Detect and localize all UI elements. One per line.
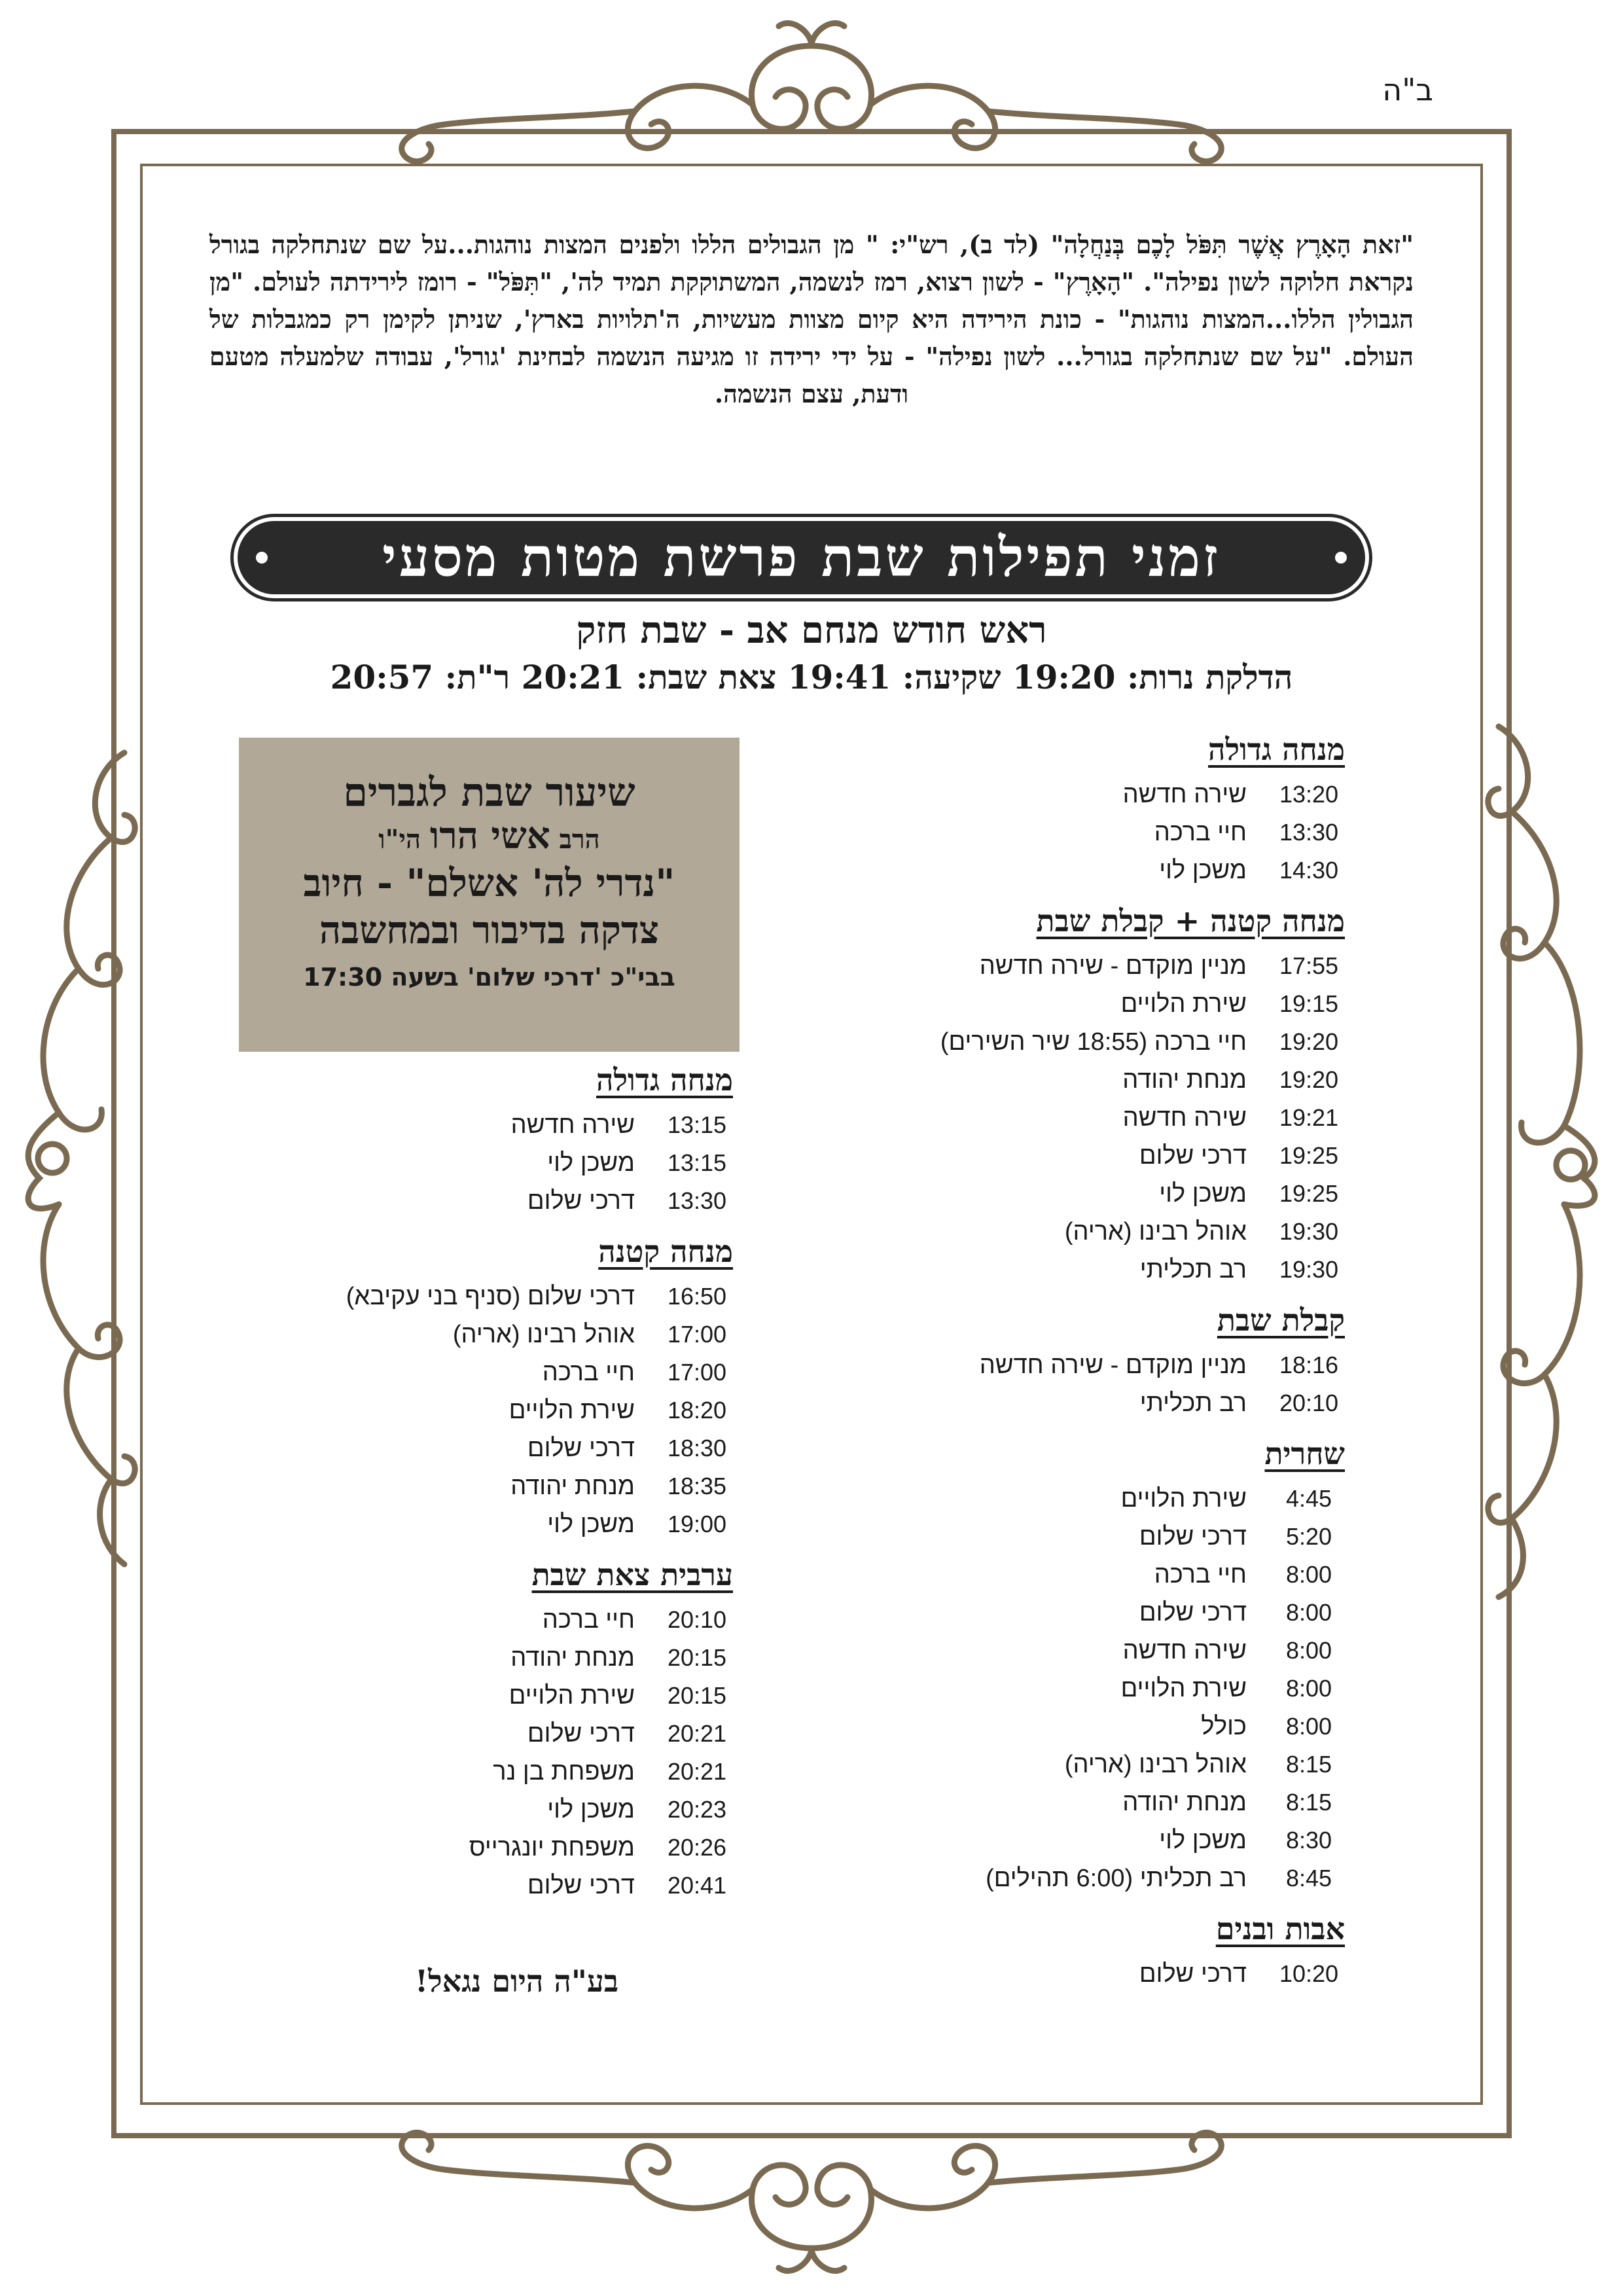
row-time: 20:21	[667, 1720, 727, 1747]
row-name: שירת הלויים	[1120, 990, 1247, 1018]
schedule-row	[874, 1137, 1345, 1175]
banner-title: זמני תפילות שבת פרשת מטות מסעי	[382, 526, 1221, 589]
rav-suffix: הי"ו	[378, 824, 421, 855]
row-time: 19:30	[1279, 1256, 1339, 1283]
schedule-row	[874, 1023, 1345, 1061]
row-name: משפחת בן נר	[493, 1758, 635, 1785]
schedule-row	[874, 947, 1345, 985]
row-name: רב תכליתי	[1139, 1256, 1247, 1283]
section-shacharit	[874, 1434, 1345, 1897]
row-name: דרכי שלום	[1139, 1142, 1247, 1170]
row-time: 20:23	[667, 1796, 727, 1823]
closing-blessing: בע"ה היום נגאל!	[414, 1964, 618, 1999]
section-mincha-ketana	[236, 1232, 733, 1543]
schedule-row	[874, 1632, 1345, 1670]
schedule-row	[236, 1715, 733, 1753]
row-name: דרכי שלום	[1139, 1599, 1247, 1626]
schedule-row	[236, 1391, 733, 1429]
lesson-title: שיעור שבת לגברים	[343, 770, 635, 816]
row-name: מנחת יהודה	[510, 1473, 635, 1500]
lesson-location: בבי"כ 'דרכי שלום' בשעה 17:30	[303, 963, 675, 992]
row-time: 4:45	[1285, 1485, 1332, 1512]
right-schedule-column	[874, 730, 1345, 1993]
section-title: אבות ובנים	[1215, 1911, 1345, 1946]
lesson-topic-line-2: צדקה בדיבור ובמחשבה	[319, 908, 660, 952]
row-name: שירה חדשה	[1122, 781, 1247, 808]
row-time: 20:26	[667, 1834, 727, 1861]
right-scroll-ornament	[1479, 707, 1610, 1610]
row-name: משכן לוי	[1159, 1827, 1247, 1854]
row-time: 19:30	[1279, 1218, 1339, 1245]
row-name: מנחת יהודה	[1122, 1789, 1247, 1816]
row-time: 19:21	[1279, 1104, 1339, 1131]
schedule-row	[236, 1182, 733, 1220]
row-name: חיי ברכה	[1154, 819, 1247, 846]
row-name: משכן לוי	[547, 1796, 635, 1823]
section-title: מנחה גדולה	[1208, 732, 1345, 767]
row-time: 20:10	[667, 1606, 727, 1633]
row-name: שירת הלויים	[508, 1397, 635, 1424]
row-time: 8:00	[1285, 1675, 1332, 1702]
section-mincha-gedola-motzei	[236, 1060, 733, 1220]
row-name: דרכי שלום	[527, 1187, 635, 1215]
row-time: 16:50	[667, 1283, 727, 1310]
schedule-row	[874, 1556, 1345, 1594]
row-name: מנחת יהודה	[1122, 1066, 1247, 1094]
row-time: 8:00	[1285, 1599, 1332, 1626]
row-name: מנחת יהודה	[510, 1644, 635, 1672]
banner-dot-left	[256, 552, 268, 564]
row-time: 20:15	[667, 1682, 727, 1709]
row-time: 14:30	[1279, 857, 1339, 884]
row-name: חיי ברכה	[542, 1359, 635, 1386]
row-time: 19:25	[1279, 1180, 1339, 1207]
bottom-scroll-ornament	[353, 2111, 1270, 2281]
schedule-row	[874, 1175, 1345, 1213]
schedule-row	[236, 1354, 733, 1391]
schedule-row	[874, 1708, 1345, 1746]
section-title: שחרית	[1264, 1436, 1345, 1471]
schedule-row	[236, 1429, 733, 1467]
row-time: 20:10	[1279, 1390, 1339, 1416]
row-time: 13:15	[667, 1149, 727, 1176]
left-schedule-column	[236, 1060, 733, 1905]
row-name: רב תכליתי (6:00 תהילים)	[986, 1865, 1247, 1892]
row-time: 18:35	[667, 1473, 727, 1499]
schedule-row	[236, 1753, 733, 1791]
schedule-row	[874, 1480, 1345, 1518]
schedule-row	[236, 1505, 733, 1543]
lesson-topic-line-1: "נדרי לה' אשלם" - חיוב	[303, 861, 675, 905]
shabbat-times-line: הדלקת נרות: 19:20 שקיעה: 19:41 צאת שבת: 20:21 ר"ת: 20:57	[330, 658, 1293, 696]
schedule-row	[874, 1518, 1345, 1556]
row-time: 13:20	[1279, 781, 1339, 808]
schedule-row	[874, 1821, 1345, 1859]
schedule-row	[236, 1791, 733, 1829]
section-title: ערבית צאת שבת	[531, 1557, 733, 1592]
row-name: משפחת יונגרייס	[469, 1834, 635, 1861]
section-kabbalat-shabbat	[874, 1300, 1345, 1422]
row-name: שירה חדשה	[1122, 1104, 1247, 1132]
row-time: 13:30	[1279, 819, 1339, 846]
section-title: מנחה קטנה	[598, 1234, 733, 1269]
row-time: 5:20	[1285, 1523, 1332, 1550]
row-time: 20:21	[667, 1758, 727, 1785]
schedule-row	[874, 1670, 1345, 1708]
row-name: דרכי שלום (סניף בני עקיבא)	[346, 1283, 635, 1310]
schedule-row	[874, 1061, 1345, 1099]
row-name: דרכי שלום	[527, 1435, 635, 1462]
section-title: מנחה גדולה	[596, 1062, 733, 1098]
row-time: 17:00	[667, 1321, 727, 1348]
row-time: 8:00	[1285, 1713, 1332, 1740]
schedule-row	[236, 1639, 733, 1677]
left-scroll-ornament	[13, 733, 144, 1584]
banner-dot-right	[1335, 552, 1347, 564]
schedule-row	[874, 1346, 1345, 1384]
row-name: משכן לוי	[1159, 857, 1247, 884]
row-time: 17:00	[667, 1359, 727, 1386]
schedule-row	[874, 1594, 1345, 1632]
row-time: 13:15	[667, 1111, 727, 1138]
schedule-row	[874, 985, 1345, 1023]
schedule-row	[236, 1829, 733, 1867]
row-time: 20:15	[667, 1644, 727, 1671]
row-time: 13:30	[667, 1187, 727, 1214]
row-name: דרכי שלום	[1139, 1960, 1247, 1988]
row-time: 19:15	[1279, 990, 1339, 1017]
row-name: שירת הלויים	[1120, 1485, 1247, 1513]
row-name: שירת הלויים	[1120, 1675, 1247, 1702]
schedule-row	[874, 852, 1345, 889]
row-time: 8:15	[1285, 1751, 1332, 1778]
title-banner	[234, 517, 1369, 598]
row-name: חיי ברכה	[1154, 1561, 1247, 1588]
shabbat-subtitle: ראש חודש מנחם אב - שבת חזק	[576, 609, 1047, 652]
row-name: שירה חדשה	[510, 1111, 635, 1139]
schedule-row	[874, 1099, 1345, 1137]
row-name: שירה חדשה	[1122, 1637, 1247, 1664]
row-name: מניין מוקדם - שירה חדשה	[979, 952, 1247, 980]
row-name: כולל	[1201, 1713, 1247, 1740]
bh-header: ב"ה	[1382, 72, 1433, 107]
lesson-box	[239, 738, 740, 1052]
row-time: 18:20	[667, 1397, 727, 1424]
row-time: 10:20	[1279, 1960, 1339, 1987]
schedule-row	[236, 1278, 733, 1316]
row-time: 8:45	[1285, 1865, 1332, 1892]
schedule-row	[874, 814, 1345, 852]
row-name: חיי ברכה	[542, 1606, 635, 1634]
section-title: קבלת שבת	[1217, 1302, 1345, 1338]
section-title: מנחה קטנה + קבלת שבת	[1036, 903, 1345, 939]
row-name: מניין מוקדם - שירה חדשה	[979, 1352, 1247, 1379]
row-name: אוהל רבינו (אריה)	[1064, 1218, 1247, 1246]
schedule-row	[874, 1746, 1345, 1784]
row-time: 18:30	[667, 1435, 727, 1462]
row-name: דרכי שלום	[1139, 1523, 1247, 1551]
row-time: 19:25	[1279, 1142, 1339, 1169]
row-time: 17:55	[1279, 952, 1339, 979]
schedule-row	[874, 1955, 1345, 1993]
rav-name: אשי הרו	[429, 814, 550, 857]
schedule-row	[874, 1384, 1345, 1422]
schedule-row	[236, 1467, 733, 1505]
row-name: רב תכליתי	[1139, 1390, 1247, 1417]
row-time: 19:20	[1279, 1066, 1339, 1093]
row-time: 8:00	[1285, 1561, 1332, 1588]
schedule-row	[874, 1251, 1345, 1289]
row-time: 19:00	[667, 1511, 727, 1537]
row-time: 8:30	[1285, 1827, 1332, 1854]
schedule-row	[874, 1784, 1345, 1821]
row-name: אוהל רבינו (אריה)	[452, 1321, 635, 1348]
row-name: דרכי שלום	[527, 1872, 635, 1899]
schedule-row	[236, 1144, 733, 1182]
row-name: משכן לוי	[547, 1511, 635, 1538]
top-scroll-ornament	[353, 20, 1270, 183]
section-mincha-gedola	[874, 730, 1345, 889]
section-arvit-motzei-shabbat	[236, 1555, 733, 1905]
lesson-rav	[239, 816, 740, 859]
schedule-row	[236, 1106, 733, 1144]
schedule-row	[236, 1677, 733, 1715]
schedule-row	[236, 1316, 733, 1354]
intro-paragraph: "זאת הָאָרֶץ אֲשֶׁר תִּפֹּל לָכֶם בְּנַחֲלָה" (לד ב), רש"י: " מן הגבולים הללו ולפנים המצות נוהגות...על שם שנתחלקה בגורל נקראת חלוקה לשון נפילה". "הָאָרֶץ" - לשון רצוא, רמז לנשמה, המשתוקקת תמיד לה', "תִּפֹּל" - רומז לירידתה לעולם. "מן הגבולין הללו...המצות נוהגות" - כונת הירידה היא קיום מצוות מעשיות, ה'תלויות בארץ', שניתן לקימן רק כמגבלות של העולם. "על שם שנתחלקה בגורל... לשון נפילה" - על ידי ירידה זו מגיעה הנשמה לבחינת 'גורל', עבודה שלמעלה מטעם ודעת, עצם הנשמה.	[209, 230, 1414, 408]
row-time: 20:41	[667, 1872, 727, 1899]
row-name: משכן לוי	[1159, 1180, 1247, 1208]
row-name: אוהל רבינו (אריה)	[1064, 1751, 1247, 1778]
schedule-row	[874, 1213, 1345, 1251]
schedule-row	[236, 1867, 733, 1905]
schedule-row	[236, 1601, 733, 1639]
row-time: 18:16	[1279, 1352, 1339, 1378]
schedule-row	[874, 776, 1345, 814]
row-time: 8:15	[1285, 1789, 1332, 1816]
row-name: משכן לוי	[547, 1149, 635, 1177]
row-name: דרכי שלום	[527, 1720, 635, 1748]
section-mincha-ketana-kabbalat-shabbat	[874, 901, 1345, 1289]
row-name: חיי ברכה (18:55 שיר השירים)	[940, 1028, 1247, 1056]
row-time: 8:00	[1285, 1637, 1332, 1664]
section-avot-ubanim	[874, 1909, 1345, 1993]
rav-prefix: הרב	[559, 824, 600, 855]
row-name: שירת הלויים	[508, 1682, 635, 1710]
row-time: 19:20	[1279, 1028, 1339, 1055]
schedule-row	[874, 1859, 1345, 1897]
